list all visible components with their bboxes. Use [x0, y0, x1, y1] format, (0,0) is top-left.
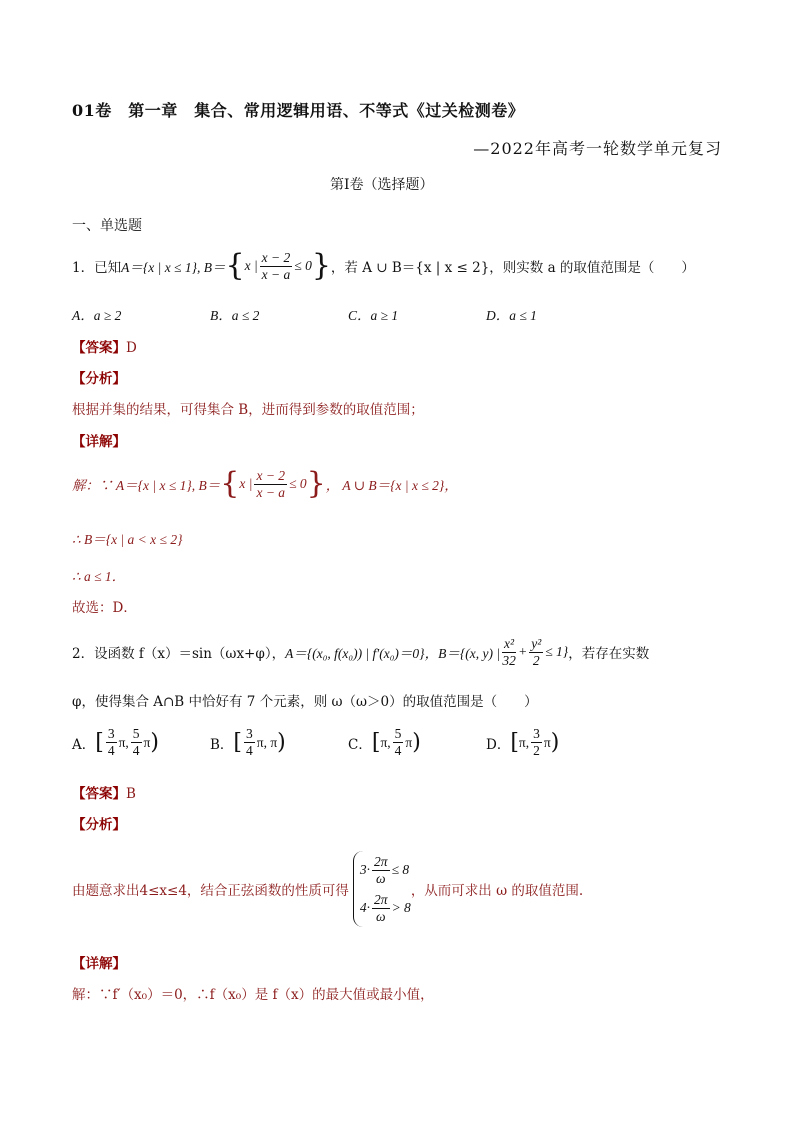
- q2-option-c-frac: [393, 726, 404, 759]
- q2-b-num: 3: [246, 726, 253, 741]
- q2-a-den-2: 4: [132, 743, 140, 758]
- q2-a-pi-1: π,: [118, 734, 129, 750]
- q1-b-denominator: x − a: [261, 266, 291, 282]
- question-1-stem: [72, 248, 695, 284]
- q2-set-b-tail: ≤ 1}: [545, 644, 569, 659]
- q2-option-a-rbracket: ): [150, 729, 159, 755]
- q1-detail-lead: 解：∵ A＝{x | x ≤ 1}, B＝: [72, 478, 221, 493]
- q2-b-numerator-1: x²: [504, 635, 515, 651]
- section-heading: 一、单选题: [72, 218, 142, 234]
- q1-answer-value: D: [126, 340, 137, 356]
- document-title: 01卷 第一章 集合、常用逻辑用语、不等式《过关检测卷》: [72, 101, 525, 120]
- q2-sys1-den: ω: [376, 870, 386, 886]
- q2-b-numerator-2: y²: [531, 635, 542, 651]
- q2-analysis-b: ，从而可求出 ω 的取值范围.: [410, 883, 584, 899]
- q2-sys2-tail: > 8: [391, 900, 411, 915]
- q2-set-a: A＝{(x₀, f(x₀)) | f′(x₀)＝0}: [285, 646, 425, 661]
- q2-option-c: [348, 726, 421, 759]
- q2-option-c-label: C．: [348, 736, 372, 753]
- q2-option-c-lbracket: [: [371, 729, 381, 755]
- q2-sys1-lead: 3·: [359, 862, 371, 877]
- q2-option-c-rbracket: ): [412, 729, 421, 755]
- q2-sys1-num: 2π: [374, 853, 388, 869]
- q2-option-b: [210, 726, 286, 759]
- q1-detail-b-lead: x |: [239, 476, 253, 491]
- q2-sys1-frac: [372, 854, 390, 887]
- q2-sys2-lead: 4·: [359, 900, 371, 915]
- q1-option-d: D．a ≤ 1: [486, 308, 537, 323]
- q2-option-b-label: B．: [210, 736, 234, 753]
- q2-c-pi-0: π,: [380, 734, 391, 750]
- q2-option-a-frac-2: [131, 726, 142, 759]
- q2-option-d-rbracket: ): [550, 729, 560, 755]
- q2-detail-text: 解：∵f′（x₀）＝0，∴f（x₀）是 f（x）的最大值或最小值，: [72, 987, 434, 1003]
- q1-condition: ，若 A ∪ B＝{x | x ≤ 2}，则实数 a 的取值范围是（ ）: [330, 260, 695, 276]
- q2-d-pi-0: π,: [518, 734, 530, 750]
- q1-detail-line-1: [72, 466, 458, 502]
- q1-option-b: B．a ≤ 2: [210, 308, 260, 323]
- q1-detail-b-tail: ≤ 0: [289, 476, 307, 491]
- q2-answer-label: 【答案】: [72, 786, 126, 802]
- document-subtitle: —2022年高考一轮数学单元复习: [473, 139, 722, 158]
- q2-system-row-2: [360, 889, 411, 927]
- q2-option-a-label: A．: [72, 736, 96, 753]
- q2-c-num: 5: [394, 726, 402, 741]
- q2-answer-value: B: [126, 786, 136, 802]
- q1-detail-line-3: ∴ a ≤ 1．: [72, 569, 126, 584]
- q2-sys2-num: 2π: [374, 891, 388, 907]
- q2-option-b-frac: [244, 726, 255, 759]
- q2-analysis-label: 【分析】: [72, 817, 126, 833]
- q1-detail-fraction: [254, 468, 287, 501]
- q2-option-b-lbracket: [: [233, 729, 243, 755]
- q1-number: 1．已知: [72, 260, 122, 276]
- q2-d-pi: π: [543, 734, 551, 750]
- q2-answer-line: [72, 782, 136, 802]
- q2-set-b-lead: ，B＝{(x, y) |: [424, 646, 501, 661]
- q2-option-d: [486, 726, 559, 759]
- q2-option-d-frac: [531, 726, 542, 759]
- q2-b-fraction-2: [529, 636, 543, 669]
- q1-set-a: A＝{x | x ≤ 1}, B＝: [121, 260, 226, 275]
- q1-set-b-tail: ≤ 0: [294, 258, 312, 273]
- q1-answer-line: [72, 336, 137, 356]
- q1-option-a: A．a ≥ 2: [72, 308, 122, 323]
- q2-d-den: 2: [533, 743, 540, 758]
- q2-stem-b: ，若存在实数: [568, 646, 650, 662]
- q1-detail-brace-right: }: [306, 466, 326, 501]
- q2-sys2-den: ω: [376, 908, 386, 924]
- q2-stem-a: 2．设函数 f（x）＝sin（ωx+φ），: [72, 646, 286, 662]
- q2-b-denominator-1: 32: [502, 652, 516, 668]
- q1-set-b-fraction: [260, 250, 293, 283]
- q2-analysis-text: [72, 844, 583, 934]
- q2-option-b-rbracket: ): [277, 729, 286, 755]
- q1-set-b-lead: x |: [244, 258, 258, 273]
- q2-sys1-tail: ≤ 8: [391, 862, 410, 877]
- q2-system-row-1: [360, 851, 411, 889]
- q1-detail-brace-left: {: [220, 466, 240, 501]
- q2-detail-label: 【详解】: [72, 956, 126, 972]
- q1-detail-line-4: 故选：D．: [72, 600, 137, 616]
- q1-brace-left: {: [225, 248, 245, 283]
- q1-analysis-text: 根据并集的结果，可得集合 B，进而得到参数的取值范围；: [72, 402, 424, 418]
- q2-option-d-lbracket: [: [510, 729, 519, 755]
- question-2-stem: [72, 632, 649, 672]
- q2-d-num: 3: [533, 726, 540, 741]
- q2-a-num-2: 5: [132, 726, 140, 741]
- q2-inequality-system: [353, 851, 411, 927]
- q2-b-denominator-2: 2: [532, 652, 540, 668]
- q1-detail-tail: ， A ∪ B＝{x | x ≤ 2}，: [325, 478, 458, 493]
- q2-option-a-frac-1: [106, 726, 117, 759]
- q2-b-pi: π, π: [256, 734, 278, 750]
- q1-detail-line-2: ∴ B＝{x | a < x ≤ 2}: [72, 532, 183, 547]
- q2-sys2-frac: [372, 892, 390, 925]
- q1-detail-numerator: x − 2: [256, 467, 286, 483]
- q2-b-plus: +: [518, 644, 528, 659]
- q1-analysis-label: 【分析】: [72, 371, 126, 387]
- q2-a-den-1: 4: [107, 743, 115, 758]
- q1-brace-right: }: [311, 248, 331, 283]
- q1-option-c: C．a ≥ 1: [348, 308, 399, 323]
- q1-detail-denominator: x − a: [256, 484, 286, 500]
- q2-analysis-a: 由题意求出4≤x≤4，结合正弦函数的性质可得: [72, 883, 349, 899]
- part-heading: 第I卷（选择题）: [330, 177, 434, 193]
- q2-c-den: 4: [394, 743, 402, 758]
- q1-b-numerator: x − 2: [261, 249, 291, 265]
- q2-c-pi: π: [405, 734, 413, 750]
- answer-label: 【答案】: [72, 340, 126, 356]
- q2-option-a-lbracket: [: [95, 729, 104, 755]
- q2-stem-line-2: φ，使得集合 A∩B 中恰好有 7 个元素，则 ω（ω＞0）的取值范围是（ ）: [72, 694, 538, 710]
- q2-option-a: [72, 726, 159, 759]
- q2-b-den: 4: [246, 743, 253, 758]
- q2-a-num-1: 3: [107, 726, 115, 741]
- q2-option-d-label: D．: [486, 736, 511, 753]
- q2-a-pi-2: π: [143, 734, 151, 750]
- q2-b-fraction-1: [502, 636, 516, 669]
- q1-detail-label: 【详解】: [72, 434, 126, 450]
